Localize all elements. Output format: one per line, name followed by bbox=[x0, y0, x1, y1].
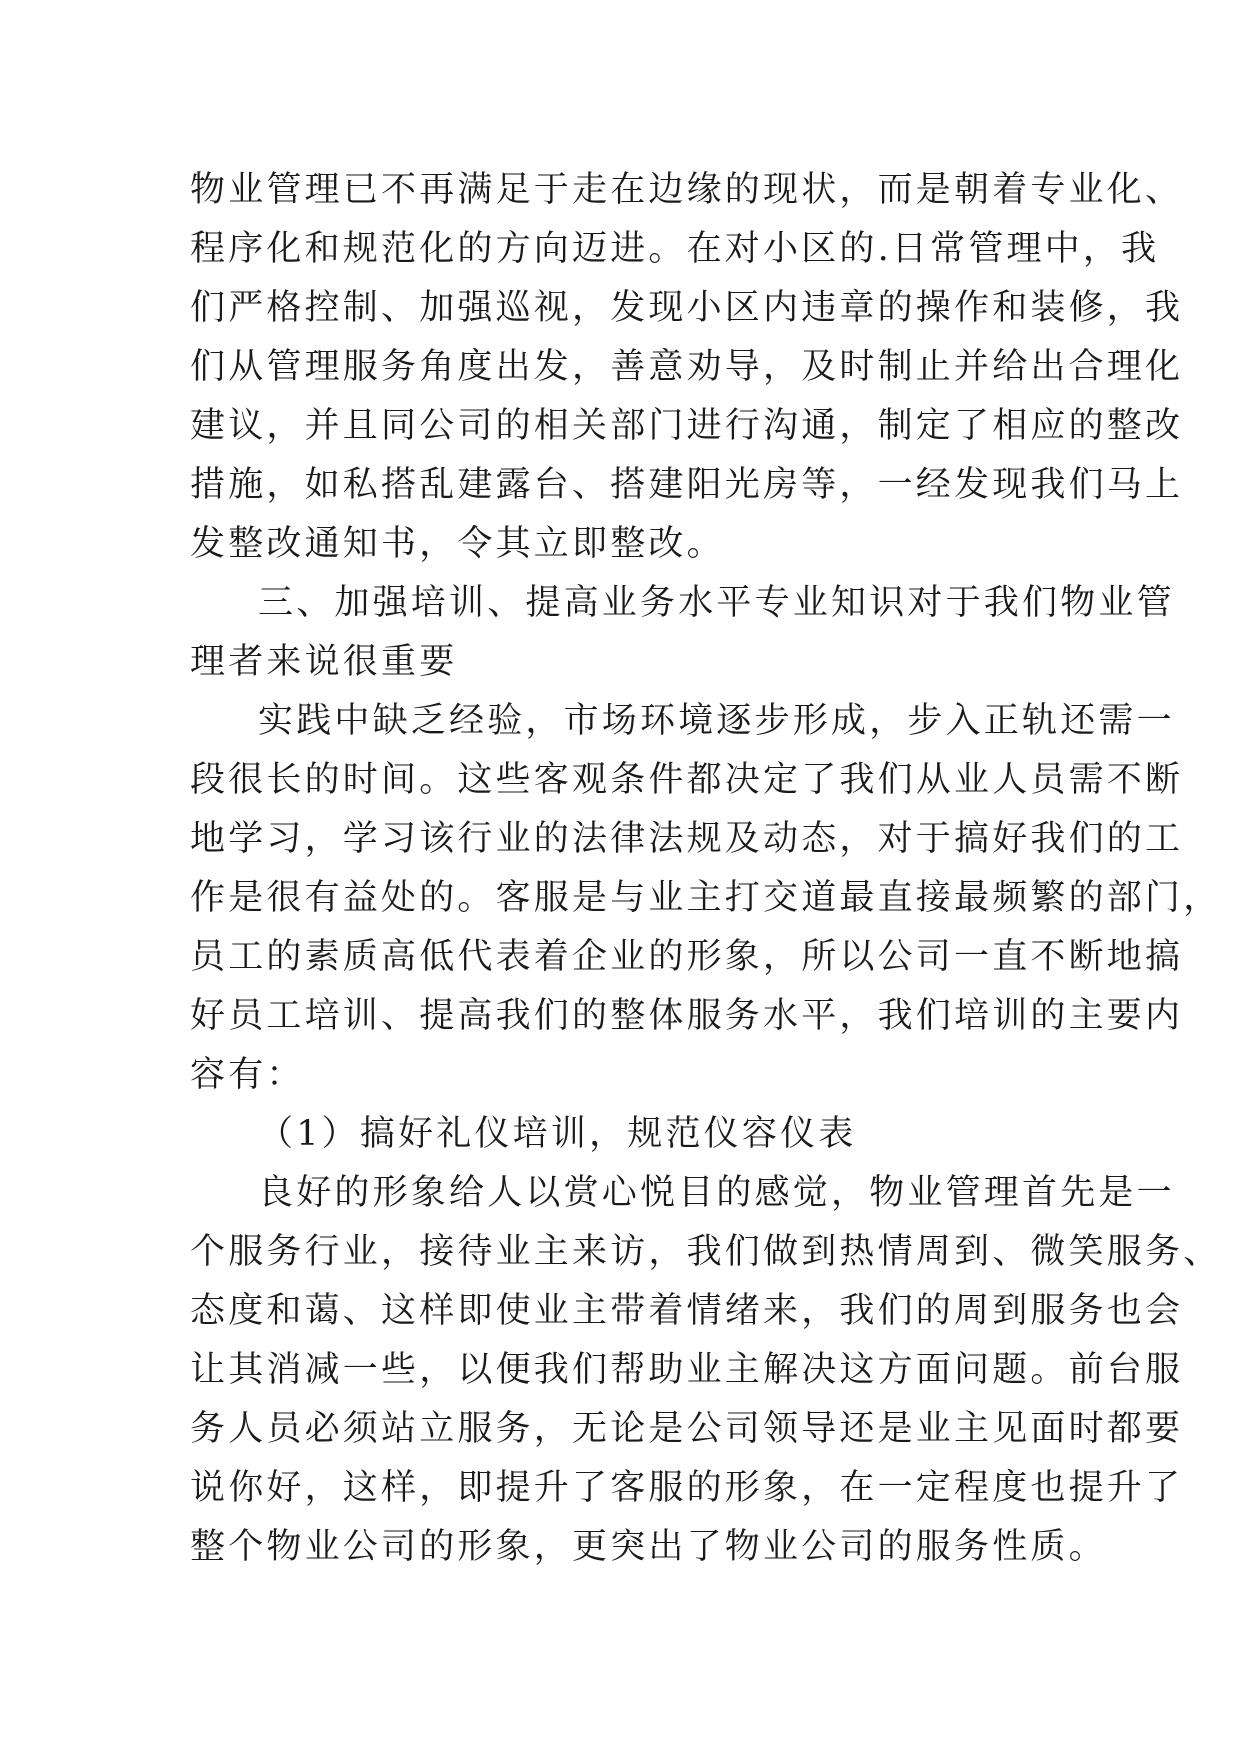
text-line: 员工的素质高低代表着企业的形象，所以公司一直不断地搞 bbox=[190, 937, 1184, 977]
text-line: 物业管理已不再满足于走在边缘的现状，而是朝着专业化、 bbox=[190, 170, 1184, 210]
subsection-heading: （1）搞好礼仪培训，规范仪容仪表 bbox=[258, 1114, 857, 1154]
text-line: 段很长的时间。这些客观条件都决定了我们从业人员需不断 bbox=[190, 760, 1184, 800]
text-line: 实践中缺乏经验，市场环境逐步形成，步入正轨还需一 bbox=[258, 701, 1175, 741]
text-line: 务人员必须站立服务，无论是公司领导还是业主见面时都要 bbox=[190, 1409, 1184, 1449]
text-line: 地学习，学习该行业的法律法规及动态，对于搞好我们的工 bbox=[190, 819, 1184, 859]
section-heading: 三、加强培训、提高业务水平专业知识对于我们物业管 bbox=[258, 583, 1175, 623]
text-line: 让其消减一些，以便我们帮助业主解决这方面问题。前台服 bbox=[190, 1350, 1184, 1390]
text-line: 措施，如私搭乱建露台、搭建阳光房等，一经发现我们马上 bbox=[190, 465, 1184, 505]
text-line: 整个物业公司的形象，更突出了物业公司的服务性质。 bbox=[190, 1527, 1107, 1567]
text-line: 容有： bbox=[190, 1055, 305, 1095]
text-line: 良好的形象给人以赏心悦目的感觉，物业管理首先是一 bbox=[258, 1173, 1175, 1213]
text-line: 说你好，这样，即提升了客服的形象，在一定程度也提升了 bbox=[190, 1468, 1184, 1508]
text-line: 个服务行业，接待业主来访，我们做到热情周到、微笑服务、 bbox=[190, 1232, 1222, 1272]
section-heading-continued: 理者来说很重要 bbox=[190, 642, 458, 682]
text-line: 们从管理服务角度出发，善意劝导，及时制止并给出合理化 bbox=[190, 347, 1184, 387]
text-line: 程序化和规范化的方向迈进。在对小区的.日常管理中，我 bbox=[190, 229, 1160, 269]
text-line: 态度和蔼、这样即使业主带着情绪来，我们的周到服务也会 bbox=[190, 1291, 1184, 1331]
text-line: 作是很有益处的。客服是与业主打交道最直接最频繁的部门， bbox=[190, 878, 1222, 918]
text-line: 发整改通知书，令其立即整改。 bbox=[190, 524, 725, 564]
text-line: 们严格控制、加强巡视，发现小区内违章的操作和装修，我 bbox=[190, 288, 1184, 328]
text-line: 建议，并且同公司的相关部门进行沟通，制定了相应的整改 bbox=[190, 406, 1184, 446]
text-line: 好员工培训、提高我们的整体服务水平，我们培训的主要内 bbox=[190, 996, 1184, 1036]
